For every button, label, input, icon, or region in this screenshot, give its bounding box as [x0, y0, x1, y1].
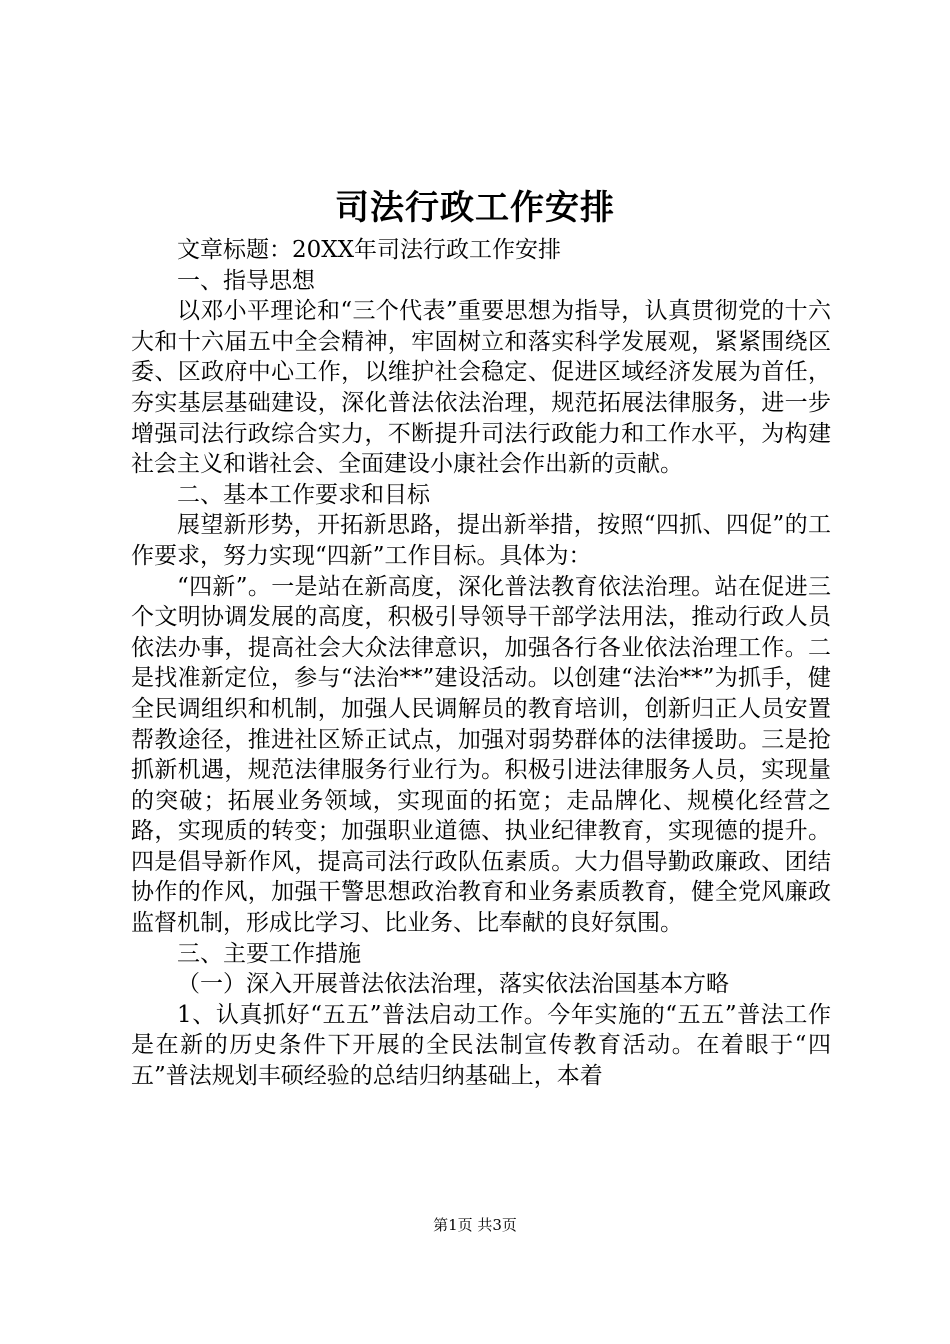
section-heading-requirements-goals: 二、基本工作要求和目标 — [177, 481, 430, 508]
paragraph-wuwu-legal-education: 1、认真抓好“五五”普法启动工作。今年实施的“五五”普法工作是在新的历史条件下开展的全民法制宣传教育活动。在着眼于“四五”普法规划丰硕经验的总结归纳基础上，本着 — [131, 1001, 831, 1090]
subsection-heading-legal-education: （一）深入开展普法依法治理，落实依法治国基本方略 — [177, 971, 729, 998]
document-title: 司法行政工作安排 — [335, 188, 615, 228]
paragraph-four-new: “四新”。一是站在新高度，深化普法教育依法治理。站在促进三个文明协调发展的高度，积极引导领导干部学法用法，推动行政人员依法办事，提高社会大众法律意识，加强各行各业依法治理工作。二是找准新定位，参与“法治**”建设活动。以创建“法治**”为抓手，健全民调组织和机制，加强人民调解员的教育培训，创新归正人员安置帮教途径，推进社区矫正试点，加强对弱势群体的法律援助。三是抢抓新机遇，规范法律服务行业行为。积极引进法律服务人员，实现量的突破；拓展业务领域，实现面的拓宽；走品牌化、规模化经营之路，实现质的转变；加强职业道德、执业纪律教育，实现德的提升。四是倡导新作风，提高司法行政队伍素质。大力倡导勤政廉政、团结协作的作风，加强干警思想政治教育和业务素质教育，健全党风廉政监督机制，形成比学习、比业务、比奉献的良好氛围。 — [131, 573, 831, 937]
article-title-line: 文章标题：20XX年司法行政工作安排 — [177, 237, 562, 263]
page-footer: 第1页 共3页 — [433, 1216, 517, 1234]
document-body — [131, 235, 831, 1092]
section-heading-main-measures: 三、主要工作措施 — [177, 940, 361, 967]
paragraph-guiding-ideology: 以邓小平理论和“三个代表”重要思想为指导，认真贯彻党的十六大和十六届五中全会精神，牢固树立和落实科学发展观，紧紧围绕区委、区政府中心工作，以维护社会稳定、促进区域经济发展为首任，夯实基层基础建设，深化普法依法治理，规范拓展法律服务，进一步增强司法行政综合实力，不断提升司法行政能力和工作水平，为构建社会主义和谐社会、全面建设小康社会作出新的贡献。 — [131, 298, 831, 478]
section-heading-guiding-ideology: 一、指导思想 — [177, 267, 315, 294]
paragraph-outlook: 展望新形势，开拓新思路，提出新举措，按照“四抓、四促”的工作要求，努力实现“四新”工作目标。具体为： — [131, 512, 831, 569]
